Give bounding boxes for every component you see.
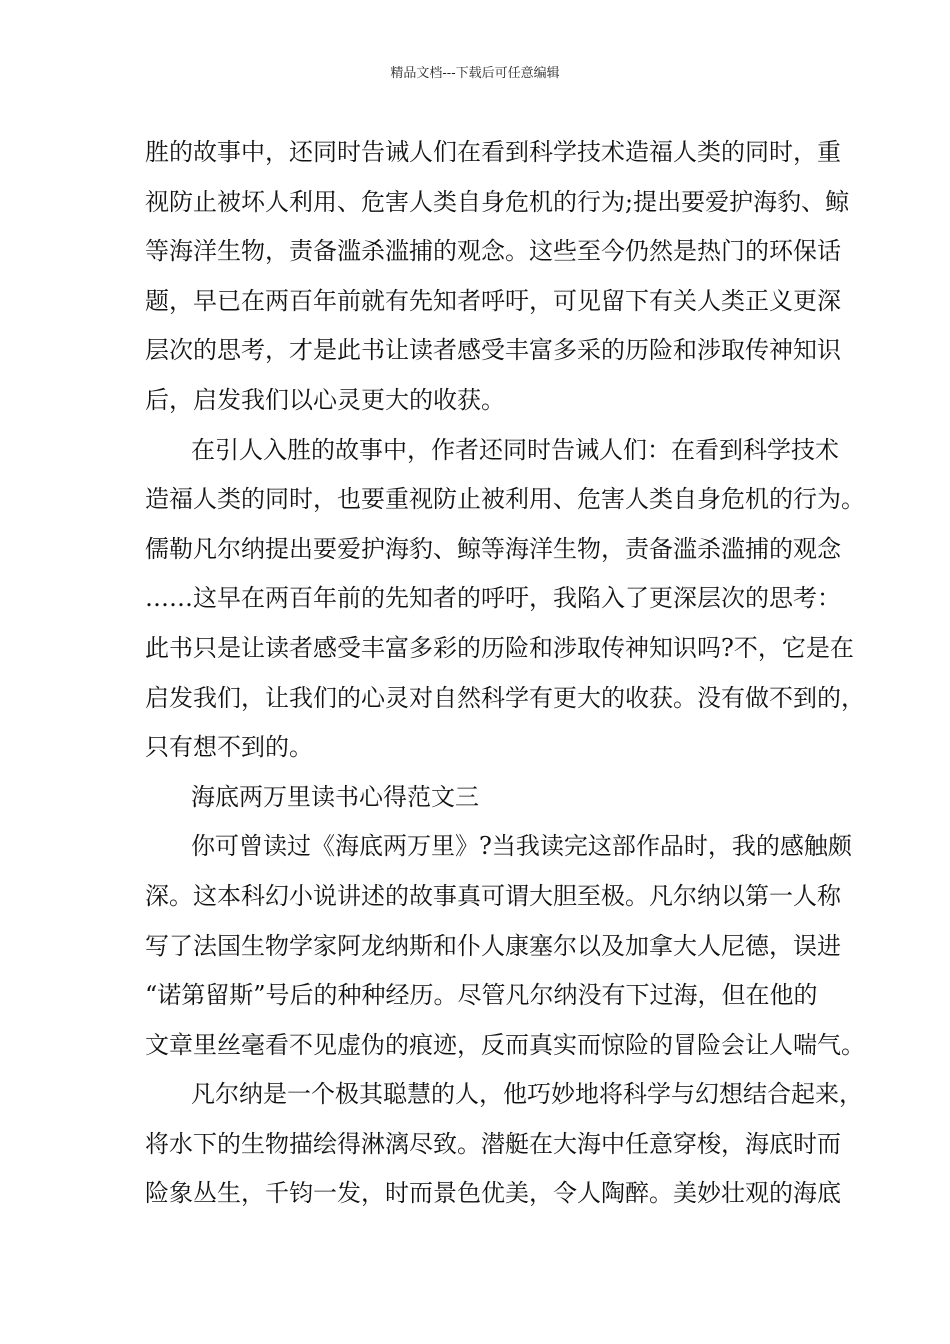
text-line: 层次的思考，才是此书让读者感受丰富多采的历险和涉取传神知识 (145, 336, 841, 365)
text-line: 险象丛生，千钧一发，时而景色优美，令人陶醉。美妙壮观的海底 (145, 1179, 841, 1208)
text-line: 文章里丝毫看不见虚伪的痕迹，反而真实而惊险的冒险会让人喘气。 (145, 1030, 865, 1059)
text-line: 视防止被坏人利用、危害人类自身危机的行为;提出要爱护海豹、鲸 (145, 187, 850, 216)
document-body (145, 128, 865, 1219)
text-line: 启发我们，让我们的心灵对自然科学有更大的收获。没有做不到的， (145, 683, 865, 712)
text-line: 等海洋生物，责备滥杀滥捕的观念。这些至今仍然是热门的环保话 (145, 237, 841, 266)
section-heading: 海底两万里读书心得范文三 (191, 782, 479, 811)
text-line: 题，早已在两百年前就有先知者呼吁，可见留下有关人类正义更深 (145, 286, 841, 315)
text-line: 将水下的生物描绘得淋漓尽致。潜艇在大海中任意穿梭，海底时而 (145, 1129, 841, 1158)
paragraph-start-line: 凡尔纳是一个极其聪慧的人，他巧妙地将科学与幻想结合起来， (191, 1080, 863, 1109)
text-line: 造福人类的同时，也要重视防止被利用、危害人类自身危机的行为。 (145, 485, 865, 514)
text-line: 深。这本科幻小说讲述的故事真可谓大胆至极。凡尔纳以第一人称 (145, 881, 841, 910)
paragraph-start-line: 你可曾读过《海底两万里》?当我读完这部作品时，我的感触颇 (191, 832, 852, 861)
page-header: 精品文档---下载后可任意编辑 (390, 66, 560, 81)
text-line: 此书只是让读者感受丰富多彩的历险和涉取传神知识吗?不，它是在 (145, 633, 854, 662)
text-line: 写了法国生物学家阿龙纳斯和仆人康塞尔以及加拿大人尼德，误进 (145, 931, 841, 960)
text-line: 后，启发我们以心灵更大的收获。 (145, 385, 505, 414)
text-line: 儒勒凡尔纳提出要爱护海豹、鲸等海洋生物，责备滥杀滥捕的观念 (145, 534, 841, 563)
text-line: 只有想不到的。 (145, 733, 313, 762)
text-line: ……这早在两百年前的先知者的呼吁，我陷入了更深层次的思考： (145, 584, 841, 613)
text-line: 胜的故事中，还同时告诫人们在看到科学技术造福人类的同时，重 (145, 138, 841, 166)
text-line: “诺第留斯”号后的种种经历。尽管凡尔纳没有下过海，但在他的 (145, 981, 818, 1010)
paragraph-start-line: 在引人入胜的故事中，作者还同时告诫人们：在看到科学技术 (191, 435, 839, 464)
